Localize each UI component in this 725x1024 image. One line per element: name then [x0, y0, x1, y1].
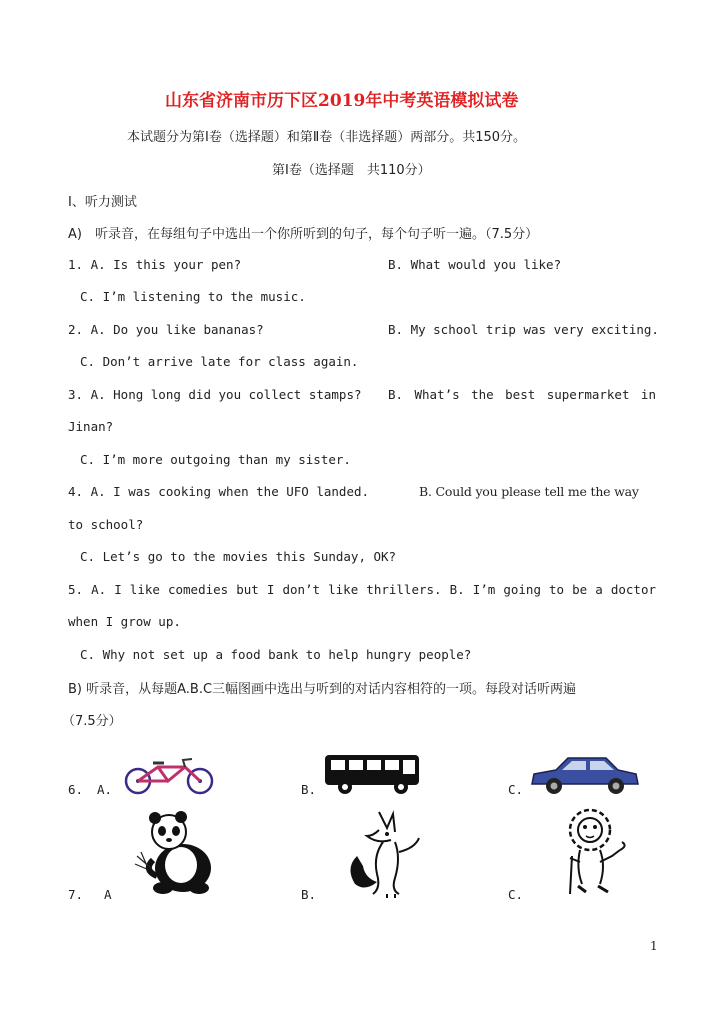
bicycle-icon	[120, 755, 220, 795]
lion-icon	[556, 806, 632, 898]
q7-label-a: A	[104, 887, 112, 902]
q6-number: 6.	[68, 782, 84, 797]
panda-icon	[133, 810, 217, 896]
q1-option-c: C. I’m listening to the music.	[80, 289, 306, 304]
q5-option-b-continued: when I grow up.	[68, 614, 181, 629]
q3-option-b: B. What’s the best supermarket in	[388, 387, 656, 402]
sectionB-points: （7.5分）	[62, 714, 122, 729]
sectionA-instruction: A) 听录音，在每组句子中选出一个你所听到的句子，每个句子听一遍。（7.5分）	[68, 227, 539, 242]
q6-label-a: A.	[97, 782, 113, 797]
q7-label-b: B.	[301, 887, 317, 902]
fox-icon	[343, 808, 423, 900]
bus-icon	[323, 752, 423, 798]
car-icon	[528, 750, 642, 798]
q7-number: 7.	[68, 887, 84, 902]
q7-label-c: C.	[508, 887, 524, 902]
q1-option-b: B. What would you like?	[388, 257, 562, 272]
q2-option-b: B. My school trip was very exciting.	[388, 322, 659, 337]
sectionB-instruction: B) 听录音，从每题A.B.C三幅图画中选出与听到的对话内容相符的一项。每段对话听两遍	[68, 682, 577, 697]
page-title: 山东省济南市历下区2019年中考英语模拟试卷	[165, 91, 519, 111]
q4-option-b: B. Could you please tell me the way	[419, 484, 639, 499]
q4-option-b-continued: to school?	[68, 517, 144, 532]
q2-option-a: 2. A. Do you like bananas?	[68, 322, 264, 337]
part1-heading: 第Ⅰ卷（选择题 共110分）	[272, 163, 431, 178]
q5-options-a-b: 5. A. I like comedies but I don’t like thrillers. B. I’m going to be a doctor	[68, 582, 656, 597]
q3-option-b-continued: Jinan?	[68, 419, 114, 434]
q2-option-c: C. Don’t arrive late for class again.	[80, 354, 359, 369]
q4-option-c: C. Let’s go to the movies this Sunday, OK?	[80, 549, 397, 564]
intro-text: 本试题分为第Ⅰ卷（选择题）和第Ⅱ卷（非选择题）两部分。共150分。	[127, 130, 527, 145]
page-number: 1	[650, 939, 658, 953]
q4-option-a: 4. A. I was cooking when the UFO landed.	[68, 484, 370, 499]
q1-option-a: 1. A. Is this your pen?	[68, 257, 242, 272]
q6-label-b: B.	[301, 782, 317, 797]
section1-heading: Ⅰ、听力测试	[68, 195, 137, 210]
q5-option-c: C. Why not set up a food bank to help hungry people?	[80, 647, 472, 662]
q3-option-a: 3. A. Hong long did you collect stamps?	[68, 387, 362, 402]
q3-option-c: C. I’m more outgoing than my sister.	[80, 452, 351, 467]
q6-label-c: C.	[508, 782, 524, 797]
